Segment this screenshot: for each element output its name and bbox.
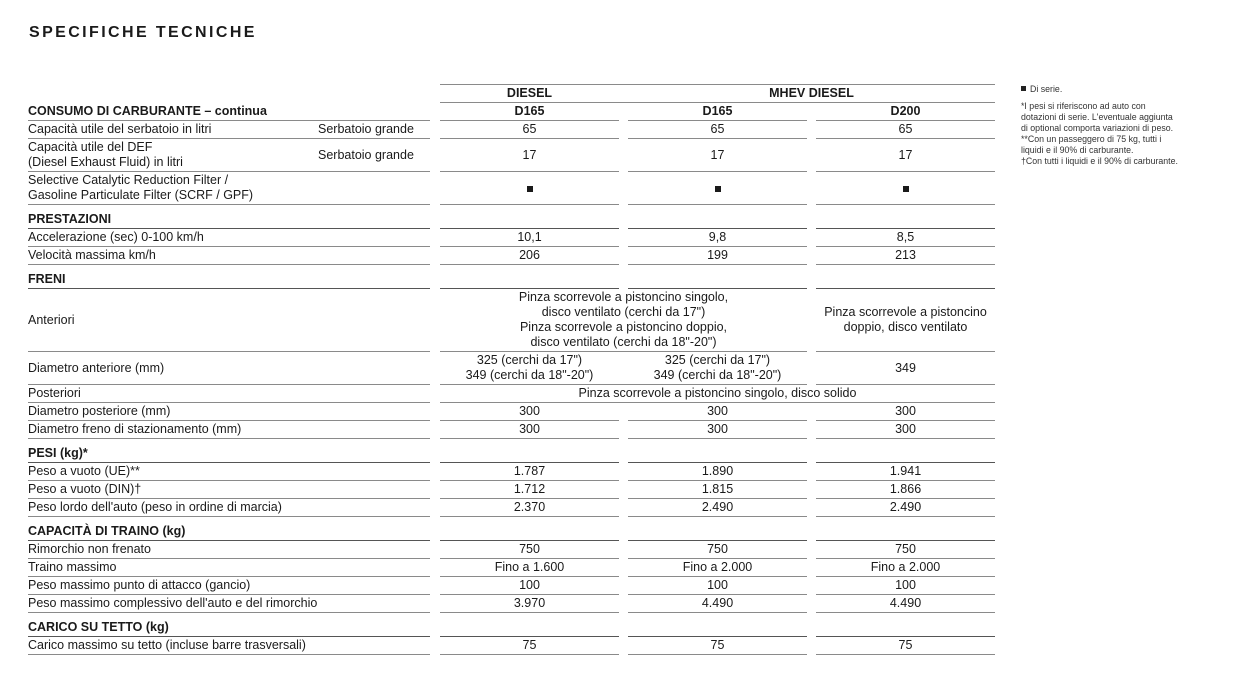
table-row: [28, 577, 995, 595]
row-label: Diametro posteriore (mm): [28, 403, 430, 421]
cell-value: 65: [440, 121, 619, 139]
cell-value: 4.490: [816, 595, 995, 613]
cell-value: 10,1: [440, 229, 619, 247]
table-row: [28, 559, 995, 577]
standard-square-icon: [903, 186, 909, 192]
column-header-row: [28, 103, 995, 121]
cell-value: Fino a 2.000: [628, 559, 807, 577]
cell-value: 206: [440, 247, 619, 265]
cell-value: 9,8: [628, 229, 807, 247]
cell-value: 750: [816, 541, 995, 559]
section-header-row: [28, 517, 995, 541]
cell-value: 300: [628, 421, 807, 439]
cell-value: Pinza scorrevole a pistoncino singolo, disco ventilato (cerchi da 17") Pinza scorrevole a pistoncino doppio, disco ventilato (cerchi da 18"-20"): [440, 289, 807, 352]
section-pesi-title: PESI (kg)*: [28, 439, 430, 463]
cell-value: 3.970: [440, 595, 619, 613]
cell-value: 349: [816, 352, 995, 385]
table-row: [28, 352, 995, 385]
row-label: Traino massimo: [28, 559, 430, 577]
cell-value: Pinza scorrevole a pistoncino doppio, disco ventilato: [816, 289, 995, 352]
row-label: Posteriori: [28, 385, 430, 403]
table-row: [28, 247, 995, 265]
cell-value: 65: [628, 121, 807, 139]
cell-value: 300: [628, 403, 807, 421]
table-row: [28, 403, 995, 421]
table-row: [28, 499, 995, 517]
row-label: Peso lordo dell'auto (peso in ordine di marcia): [28, 499, 430, 517]
row-label: Peso massimo complessivo dell'auto e del rimorchio: [28, 595, 430, 613]
footnotes: [1021, 84, 1211, 173]
cell-value: 2.490: [628, 499, 807, 517]
section-header-row: [28, 205, 995, 229]
cell-value: 17: [816, 139, 995, 172]
row-label: Capacità utile del DEF (Diesel Exhaust Fluid) in litri: [28, 139, 318, 172]
cell-value: 325 (cerchi da 17") 349 (cerchi da 18"-20"): [440, 352, 619, 385]
table-row: [28, 463, 995, 481]
cell-value: 213: [816, 247, 995, 265]
row-label: Carico massimo su tetto (incluse barre trasversali): [28, 637, 430, 655]
section-prestazioni-title: PRESTAZIONI: [28, 205, 430, 229]
table-row: [28, 229, 995, 247]
cell-value: 300: [816, 421, 995, 439]
cell-value: 1.712: [440, 481, 619, 499]
section-header-row: [28, 265, 995, 289]
table-row: [28, 637, 995, 655]
row-sublabel: Serbatoio grande: [318, 139, 430, 172]
table-row: [28, 121, 995, 139]
cell-value: 300: [440, 403, 619, 421]
section-header-row: [28, 439, 995, 463]
row-label: Diametro freno di stazionamento (mm): [28, 421, 430, 439]
cell-value: 1.815: [628, 481, 807, 499]
table-row: [28, 595, 995, 613]
cell-value: 100: [628, 577, 807, 595]
section-freni-title: FRENI: [28, 265, 430, 289]
row-sublabel: Serbatoio grande: [318, 121, 430, 139]
table-row: [28, 172, 995, 205]
row-label: Rimorchio non frenato: [28, 541, 430, 559]
standard-square-icon: [527, 186, 533, 192]
cell-value: 75: [628, 637, 807, 655]
cell-value: 1.866: [816, 481, 995, 499]
section-header-row: [28, 613, 995, 637]
cell-value: 75: [440, 637, 619, 655]
cell-value: 199: [628, 247, 807, 265]
col-header-mhev-d200: D200: [816, 103, 995, 121]
table-row: [28, 289, 995, 352]
row-label: Capacità utile del serbatoio in litri: [28, 121, 318, 139]
standard-square-icon: [1021, 86, 1026, 91]
cell-value: 65: [816, 121, 995, 139]
page-title: SPECIFICHE TECNICHE: [29, 24, 257, 41]
cell-value: 100: [440, 577, 619, 595]
section-traino-title: CAPACITÀ DI TRAINO (kg): [28, 517, 430, 541]
cell-value: 1.890: [628, 463, 807, 481]
note-pesi: *I pesi si riferiscono ad auto con dotazioni di serie. L'eventuale aggiunta di optional comporta variazioni di peso. **Con un passeggero di 75 kg, tutti i liquidi e il 90% di carburante. †Con tutti i liquidi e il 90% di carburante.: [1021, 101, 1178, 166]
section-consumo-title: CONSUMO DI CARBURANTE – continua: [28, 103, 430, 121]
row-label: Peso a vuoto (UE)**: [28, 463, 430, 481]
cell-value: 750: [628, 541, 807, 559]
group-header-row: [28, 84, 995, 103]
table-row: [28, 385, 995, 403]
row-label: Diametro anteriore (mm): [28, 352, 430, 385]
cell-value: 1.941: [816, 463, 995, 481]
cell-value: Fino a 1.600: [440, 559, 619, 577]
cell-value: 75: [816, 637, 995, 655]
cell-value: 17: [440, 139, 619, 172]
spec-table: [28, 84, 995, 655]
cell-value: Pinza scorrevole a pistoncino singolo, disco solido: [440, 385, 995, 403]
section-tetto-title: CARICO SU TETTO (kg): [28, 613, 430, 637]
table-row: [28, 139, 995, 172]
cell-value: 300: [440, 421, 619, 439]
note-di-serie: Di serie.: [1021, 84, 1211, 95]
cell-value: 4.490: [628, 595, 807, 613]
table-row: [28, 421, 995, 439]
cell-value: 2.370: [440, 499, 619, 517]
col-header-mhev-d165: D165: [628, 103, 807, 121]
standard-square-icon: [715, 186, 721, 192]
row-label: Selective Catalytic Reduction Filter / Gasoline Particulate Filter (SCRF / GPF): [28, 172, 430, 205]
table-row: [28, 541, 995, 559]
cell-value: 2.490: [816, 499, 995, 517]
cell-value: 325 (cerchi da 17") 349 (cerchi da 18"-20"): [628, 352, 807, 385]
cell-value: 8,5: [816, 229, 995, 247]
cell-value: 300: [816, 403, 995, 421]
cell-value: 17: [628, 139, 807, 172]
table-row: [28, 481, 995, 499]
col-header-diesel-d165: D165: [440, 103, 619, 121]
group-mhev: MHEV DIESEL: [628, 84, 995, 103]
row-label: Accelerazione (sec) 0-100 km/h: [28, 229, 430, 247]
group-diesel: DIESEL: [440, 84, 619, 103]
cell-value: 1.787: [440, 463, 619, 481]
cell-value: 100: [816, 577, 995, 595]
row-label: Anteriori: [28, 289, 430, 352]
row-label: Peso massimo punto di attacco (gancio): [28, 577, 430, 595]
row-label: Velocità massima km/h: [28, 247, 430, 265]
cell-value: Fino a 2.000: [816, 559, 995, 577]
cell-value: 750: [440, 541, 619, 559]
row-label: Peso a vuoto (DIN)†: [28, 481, 430, 499]
